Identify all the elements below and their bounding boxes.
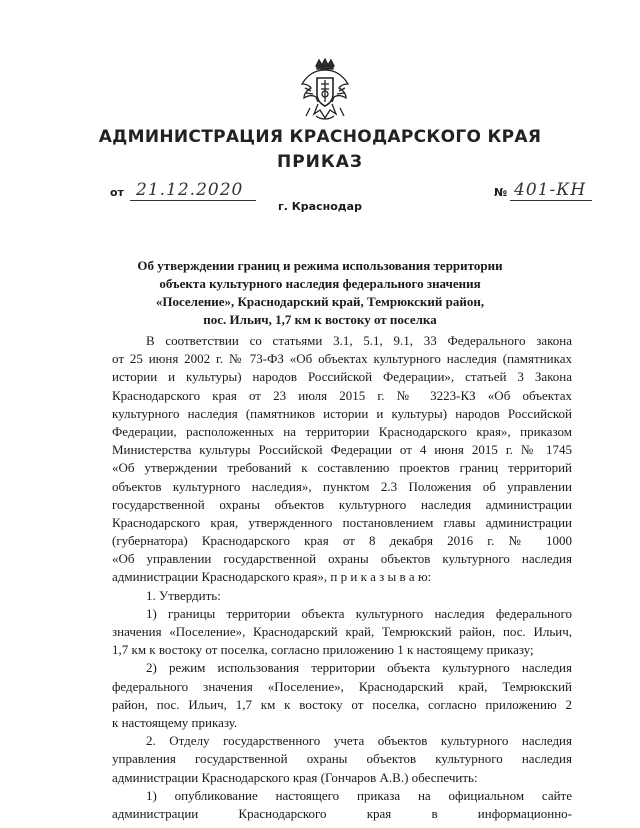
subject-line: Об утверждении границ и режима использования территории [137, 258, 503, 273]
body-line: федерального значения «Поселение», Краснодарский край, Темрюкский [112, 678, 572, 694]
body-line: Краснодарского края от 23 июля 2015 г. № 3223-КЗ «Об объектах [112, 387, 572, 403]
body-line: «Об управлении государственной охраны объектов культурного наследия [112, 551, 572, 567]
document-type: ПРИКАЗ [276, 152, 364, 172]
body-line: 2) режим использования территории объекта культурного наследия [146, 660, 572, 676]
document-subject [120, 257, 520, 329]
body-line: 2. Отделу государственного учета объектов культурного наследия [146, 733, 572, 749]
body-line: администрации Краснодарского края в информационно- [112, 805, 572, 821]
body-line: управления государственной охраны объектов культурного наследия [112, 751, 572, 767]
body-line: район, пос. Ильич, 1,7 км к востоку от поселка, согласно приложению 2 [112, 696, 572, 712]
coat-of-arms-icon [296, 58, 354, 122]
body-line: государственной охраны объектов культурного наследия администрации [112, 496, 572, 512]
body-line: от 25 июня 2002 г. № 73-ФЗ «Об объектах культурного наследия (памятниках [112, 351, 572, 367]
body-line: (губернатора) Краснодарского края от 8 декабря 2016 г. № 1000 [112, 533, 572, 549]
body-line: значения «Поселение», Краснодарский край, Темрюкский район, пос. Ильич, [112, 624, 572, 639]
date-prefix: от [110, 186, 124, 199]
document-number: 401-КН [510, 180, 592, 201]
body-line: истории и культуры) народов Российской Федерации», статьей 3 Закона [112, 369, 572, 385]
document-date: 21.12.2020 [130, 180, 256, 201]
subject-line: «Поселение», Краснодарский край, Темрюкский район, [155, 294, 485, 309]
body-line: Федерации, расположенных на территории Краснодарского края», приказом [112, 423, 572, 439]
number-prefix: № [494, 186, 508, 199]
body-line: «Об утверждении требований к составлению проектов границ территорий [112, 460, 572, 476]
city-name: г. Краснодар [278, 200, 362, 213]
subject-line: объекта культурного наследия федерального значения [159, 276, 481, 291]
document-body [112, 332, 572, 823]
body-line: Краснодарского края, утвержденного постановлением главы администрации [112, 514, 572, 530]
body-line: 1. Утвердить: [146, 587, 221, 603]
subject-line: пос. Ильич, 1,7 км к востоку от поселка [203, 312, 437, 327]
body-line: администрации Краснодарского края», п р и к а з ы в а ю: [112, 569, 432, 585]
body-line: администрации Краснодарского края (Гончаров А.В.) обеспечить: [112, 769, 478, 785]
body-line: 1) опубликование настоящего приказа на официальном сайте [146, 787, 572, 803]
body-line: Министерства культуры Российской Федерации от 4 июня 2015 г. № 1745 [112, 442, 572, 458]
body-line: 1) границы территории объекта культурного наследия федерального [146, 605, 572, 621]
organization-title: АДМИНИСТРАЦИЯ КРАСНОДАРСКОГО КРАЯ [98, 127, 542, 147]
body-line: В соответствии со статьями 3.1, 5.1, 9.1, 33 Федерального закона [146, 333, 572, 348]
body-line: культурного наследия (памятников истории и культуры) народов Российской [112, 405, 572, 421]
body-line: 1,7 км к востоку от поселка, согласно приложению 1 к настоящему приказу; [112, 642, 534, 658]
body-line: к настоящему приказу. [112, 714, 238, 730]
body-line: объектов культурного наследия», пунктом 2.3 Положения об управлении [112, 478, 572, 494]
